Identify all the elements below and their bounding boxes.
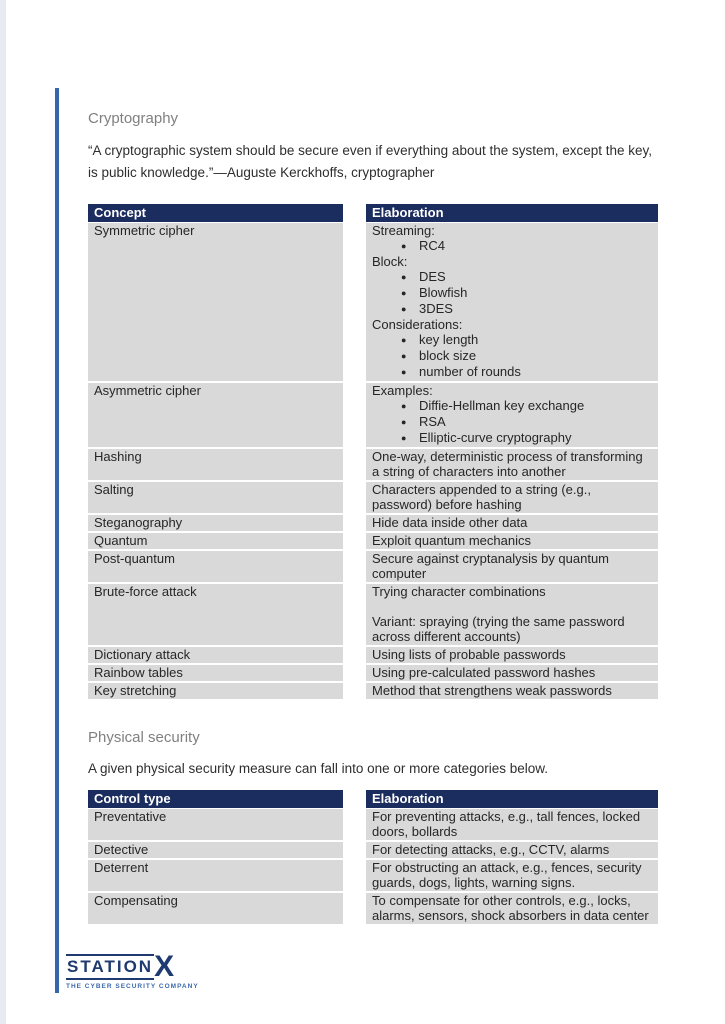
document-content [88, 110, 658, 954]
concept-cell: Post-quantum [88, 551, 366, 584]
table-row [88, 383, 658, 449]
elaboration-cell: For preventing attacks, e.g., tall fences, locked doors, bollards [366, 809, 658, 842]
table-row [88, 449, 658, 482]
logo-x-glyph: X [154, 950, 175, 983]
kerckhoffs-quote: “A cryptographic system should be secure even if everything about the system, except the key, is public knowledge.”—Auguste Kerckhoffs, cryptographer [88, 143, 653, 180]
elaboration-cell: Examples: ● Diffie-Hellman key exchange ● RSA ● Elliptic-curve cryptography [366, 383, 658, 449]
table-row [88, 809, 658, 842]
column-header-elaboration: Elaboration [366, 790, 658, 809]
control-type-cell: Detective [88, 842, 366, 860]
bullet-icon: ● [401, 304, 407, 314]
bullet-icon: ● [401, 241, 407, 251]
cryptography-table-header [88, 204, 658, 223]
elaboration-cell: To compensate for other controls, e.g., locks, alarms, sensors, shock absorbers in data center [366, 893, 658, 926]
bullet-icon: ● [401, 335, 407, 345]
concept-cell: Quantum [88, 533, 366, 551]
physical-security-table-header [88, 790, 658, 809]
table-row [88, 683, 658, 701]
table-row [88, 860, 658, 893]
elaboration-cell: Exploit quantum mechanics [366, 533, 658, 551]
table-row [88, 533, 658, 551]
control-type-cell: Compensating [88, 893, 366, 926]
stationx-logo [66, 950, 199, 990]
table-row [88, 223, 658, 383]
bullet-icon: ● [401, 401, 407, 411]
stationx-wordmark [66, 950, 175, 983]
elaboration-cell: Streaming: ● RC4 Block: ● DES ● Blowfish ● 3DES Considerations: ● key length ● block size ● number of rounds [366, 223, 658, 383]
concept-cell: Hashing [88, 449, 366, 482]
table-row [88, 551, 658, 584]
logo-station-text: STATION [66, 954, 154, 980]
bullet-icon: ● [401, 272, 407, 282]
concept-cell: Salting [88, 482, 366, 515]
table-row [88, 482, 658, 515]
column-header-concept: Concept [88, 204, 366, 223]
left-accent-line [55, 88, 59, 993]
concept-cell: Key stretching [88, 683, 366, 701]
elaboration-cell: Trying character combinations Variant: spraying (trying the same password across different accounts) [366, 584, 658, 647]
control-type-cell: Preventative [88, 809, 366, 842]
table-row [88, 584, 658, 647]
table-row [88, 665, 658, 683]
column-header-elaboration: Elaboration [366, 204, 658, 223]
elaboration-cell: Method that strengthens weak passwords [366, 683, 658, 701]
elaboration-cell: Characters appended to a string (e.g., password) before hashing [366, 482, 658, 515]
section-heading-physical-security: Physical security [88, 729, 200, 746]
elaboration-cell: Using lists of probable passwords [366, 647, 658, 665]
concept-cell: Rainbow tables [88, 665, 366, 683]
bullet-icon: ● [401, 351, 407, 361]
elaboration-cell: Hide data inside other data [366, 515, 658, 533]
column-header-control-type: Control type [88, 790, 366, 809]
physical-security-table [88, 790, 658, 926]
concept-cell: Dictionary attack [88, 647, 366, 665]
section-heading-cryptography: Cryptography [88, 110, 179, 127]
elaboration-cell: Secure against cryptanalysis by quantum computer [366, 551, 658, 584]
elaboration-cell: One-way, deterministic process of transforming a string of characters into another [366, 449, 658, 482]
elaboration-cell: Using pre-calculated password hashes [366, 665, 658, 683]
bullet-icon: ● [401, 367, 407, 377]
control-type-cell: Deterrent [88, 860, 366, 893]
bullet-icon: ● [401, 417, 407, 427]
bullet-icon: ● [401, 288, 407, 298]
physical-security-intro: A given physical security measure can fall into one or more categories below. [88, 761, 548, 776]
bullet-icon: ● [401, 433, 407, 443]
table-row [88, 647, 658, 665]
table-row [88, 515, 658, 533]
logo-tagline: THE CYBER SECURITY COMPANY [66, 983, 199, 990]
cryptography-table [88, 204, 658, 701]
concept-cell: Asymmetric cipher [88, 383, 366, 449]
table-row [88, 893, 658, 926]
elaboration-cell: For obstructing an attack, e.g., fences, security guards, dogs, lights, warning signs. [366, 860, 658, 893]
page-left-edge [0, 0, 6, 1024]
concept-cell: Symmetric cipher [88, 223, 366, 383]
elaboration-cell: For detecting attacks, e.g., CCTV, alarms [366, 842, 658, 860]
table-row [88, 842, 658, 860]
concept-cell: Brute-force attack [88, 584, 366, 647]
concept-cell: Steganography [88, 515, 366, 533]
